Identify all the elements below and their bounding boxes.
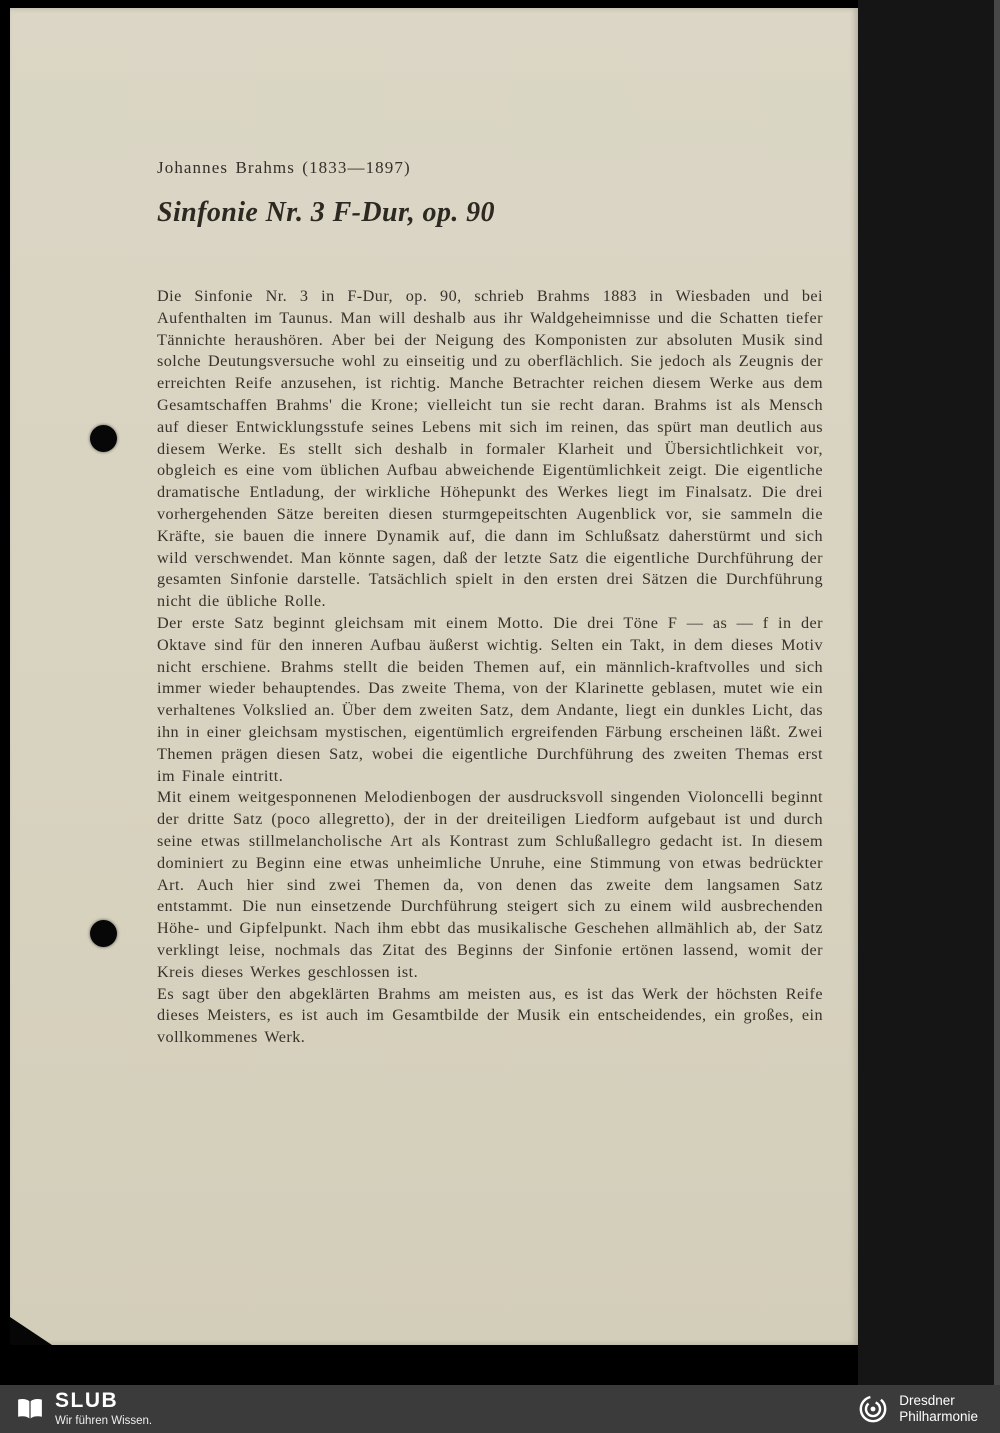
paragraph: Mit einem weitgesponnenen Melodienbogen der ausdrucksvoll singenden Violoncelli beginnt der dritte Satz (poco allegretto), der in der dreiteiligen Liedform aufgebaut ist und durch seine etwas stillmelancholische Art als Kontrast zum Schlußallegro gedacht ist. In diesem dominiert zu Beginn eine etwas unheimliche Unruhe, eine Stimmung von etwas bedrückter Art. Auch hier sind zwei Themen da, von denen das zweite dem langsamen Satz entstammt. Die nun einsetzende Durchführung steigert sich zu einem wild ausbrechenden Höhe- und Gipfelpunkt. Nach ihm ebbt das musikalische Geschehen allmählich ab, der Satz verklingt leise, nochmals das Zitat des Beginns der Sinfonie ertönen lassend, womit der Kreis dieses Werkes geschlossen ist. xyxy=(157,788,823,981)
slub-tagline: Wir führen Wissen. xyxy=(55,1415,153,1428)
scanned-page xyxy=(10,8,858,1345)
philharmonie-name-line1: Dresdner xyxy=(899,1393,955,1408)
body-text xyxy=(157,286,823,1049)
philharmonie-emblem-icon xyxy=(857,1393,889,1425)
paragraph: Es sagt über den abgeklärten Brahms am meisten aus, es ist das Werk der höchsten Reife dieses Meisters, es ist auch im Gesamtbilde der Musik ein entscheidendes, ein großes, ein vollkommenes Werk. xyxy=(157,984,823,1047)
scanner-background xyxy=(858,0,1000,1385)
hole-punch-bottom xyxy=(90,920,117,947)
author-line: Johannes Brahms (1833—1897) xyxy=(157,158,411,177)
philharmonie-logo[interactable] xyxy=(857,1393,978,1425)
slub-logo[interactable] xyxy=(14,1390,152,1427)
page-title: Sinfonie Nr. 3 F-Dur, op. 90 xyxy=(157,197,495,228)
paragraph: Die Sinfonie Nr. 3 in F-Dur, op. 90, schrieb Brahms 1883 in Wiesbaden und bei Aufenthalten im Taunus. Man will deshalb aus ihr Waldgeheimnisse und die Schatten tiefer Tännichte heraushören. Aber bei der Neigung des Komponisten zur absoluten Musik sind solche Deutungsversuche wohl zu einseitig und zu oberflächlich. Sie jedoch als Zeugnis der erreichten Reife anzusehen, ist richtig. Manche Betrachter reichen diesem Werke aus dem Gesamtschaffen Brahms' die Krone; vielleicht tun sie recht daran. Brahms ist als Mensch auf dieser Entwicklungsstufe seines Lebens mit sich im reinen, das spürt man deutlich aus diesem Werke. Es stellt sich deshalb in formaler Klarheit und Übersichtlichkeit vor, obgleich es eine vom üblichen Aufbau abweichende Eigentümlichkeit zeigt. Die eigentliche dramatische Entladung, der wirkliche Höhepunkt des Werkes liegt im Finalsatz. Die drei vorhergehenden Sätze bereiten diesen sturmgepeitschten Augenblick vor, sie sammeln die Kräfte, sie bauen die innere Dynamik auf, die dann im Schlußsatz daherstürmt und sich wild verschwendet. Man könnte sagen, daß der letzte Satz die eigentliche Durchführung der gesamten Sinfonie darstelle. Tatsächlich spielt in den ersten drei Sätzen die Durchführung nicht die übliche Rolle. xyxy=(157,287,823,611)
page-content xyxy=(157,8,823,1049)
open-book-icon xyxy=(14,1393,46,1425)
footer-bar xyxy=(0,1385,1000,1433)
philharmonie-name xyxy=(899,1393,978,1425)
hole-punch-top xyxy=(90,425,117,452)
slub-name: SLUB xyxy=(55,1389,119,1413)
page-corner-cut xyxy=(10,1317,52,1345)
scan-edge-strip xyxy=(994,0,1000,1385)
slub-text-block xyxy=(55,1390,152,1427)
philharmonie-name-line2: Philharmonie xyxy=(899,1409,978,1424)
paragraph: Der erste Satz beginnt gleichsam mit einem Motto. Die drei Töne F — as — f in der Oktave sind für den inneren Aufbau äußerst wichtig. Selten ein Takt, in dem dieses Motiv nicht erschiene. Brahms stellt die beiden Themen auf, ein männlich-kraftvolles und sich immer wieder behauptendes. Das zweite Thema, von der Klarinette geblasen, mutet wie ein verhaltenes Volkslied an. Über dem zweiten Satz, dem Andante, liegt ein dunkles Licht, das ihn in einer gleichsam mystischen, eigentümlich ergreifenden Färbung erscheinen läßt. Zwei Themen prägen diesen Satz, wobei die eigentliche Durchführung des zweiten Themas erst im Finale eintritt. xyxy=(157,613,823,785)
